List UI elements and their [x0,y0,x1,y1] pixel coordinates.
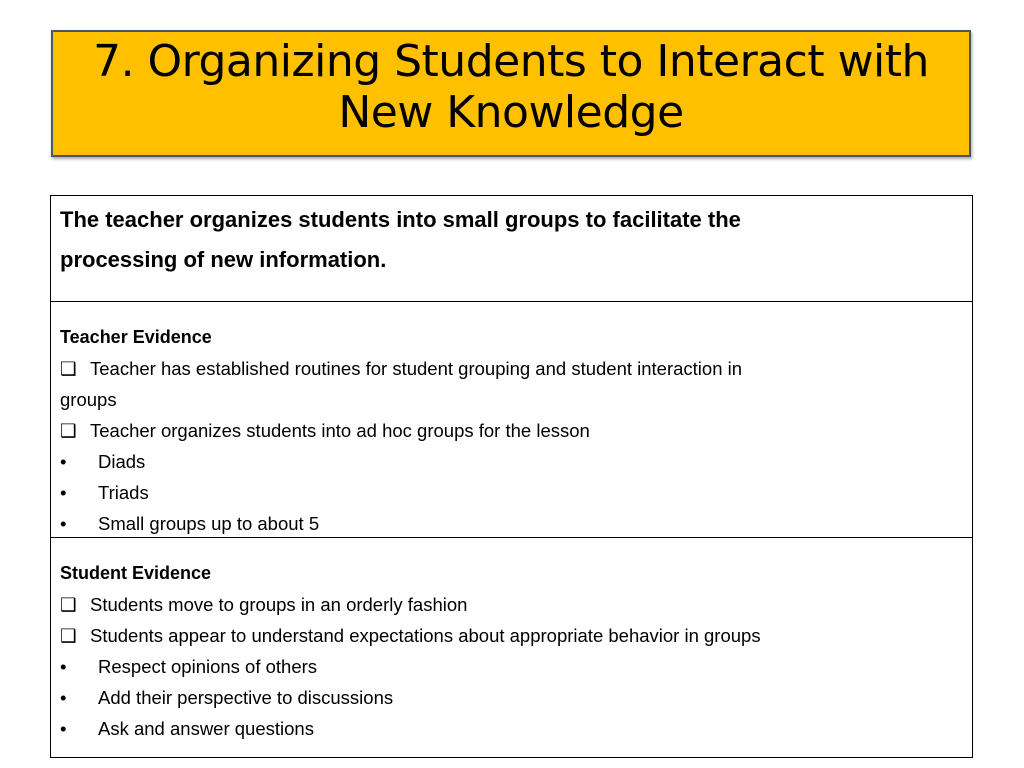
student-subitem-2-text: Add their perspective to discussions [98,687,394,708]
teacher-item-2-text: Teacher organizes students into ad hoc groups for the lesson [90,420,590,441]
teacher-item-1 [60,353,972,384]
teacher-item-2 [60,415,972,446]
teacher-subitem-2 [60,477,972,508]
teacher-subitem-1-text: Diads [98,451,146,472]
student-item-1 [60,589,972,620]
slide-title-line-1: 7. Organizing Students to Interact with [93,36,929,87]
student-subitem-1 [60,651,972,682]
student-evidence-cell [51,538,972,757]
student-item-2 [60,620,972,651]
teacher-subitem-3-text: Small groups up to about 5 [98,513,320,534]
student-subitem-1-text: Respect opinions of others [98,656,318,677]
teacher-subitem-3 [60,508,972,539]
slide-title-line-2: New Knowledge [338,87,684,138]
bullet-icon: • [60,451,67,472]
teacher-evidence-heading: Teacher Evidence [60,327,212,347]
checkbox-icon: ❑ [60,594,77,615]
student-evidence-heading: Student Evidence [60,563,212,583]
teacher-item-1-text: Teacher has established routines for student grouping and student interaction in [90,358,743,379]
intro-line-2: processing of new information. [60,247,387,272]
student-subitem-3 [60,713,972,744]
evidence-table [50,195,973,758]
intro-line-1: The teacher organizes students into small groups to facilitate the [60,207,741,232]
student-subitem-3-text: Ask and answer questions [98,718,314,739]
bullet-icon: • [60,687,67,708]
student-item-1-text: Students move to groups in an orderly fashion [90,594,468,615]
intro-cell [51,196,972,302]
checkbox-icon: ❑ [60,358,77,379]
bullet-icon: • [60,513,67,534]
checkbox-icon: ❑ [60,625,77,646]
teacher-subitem-1 [60,446,972,477]
bullet-icon: • [60,482,67,503]
teacher-item-1-continued: groups [60,389,117,410]
teacher-evidence-cell [51,302,972,538]
bullet-icon: • [60,718,67,739]
bullet-icon: • [60,656,67,677]
teacher-subitem-2-text: Triads [98,482,149,503]
slide-title-box [51,30,971,157]
student-item-2-text: Students appear to understand expectations about appropriate behavior in groups [90,625,761,646]
checkbox-icon: ❑ [60,420,77,441]
student-subitem-2 [60,682,972,713]
